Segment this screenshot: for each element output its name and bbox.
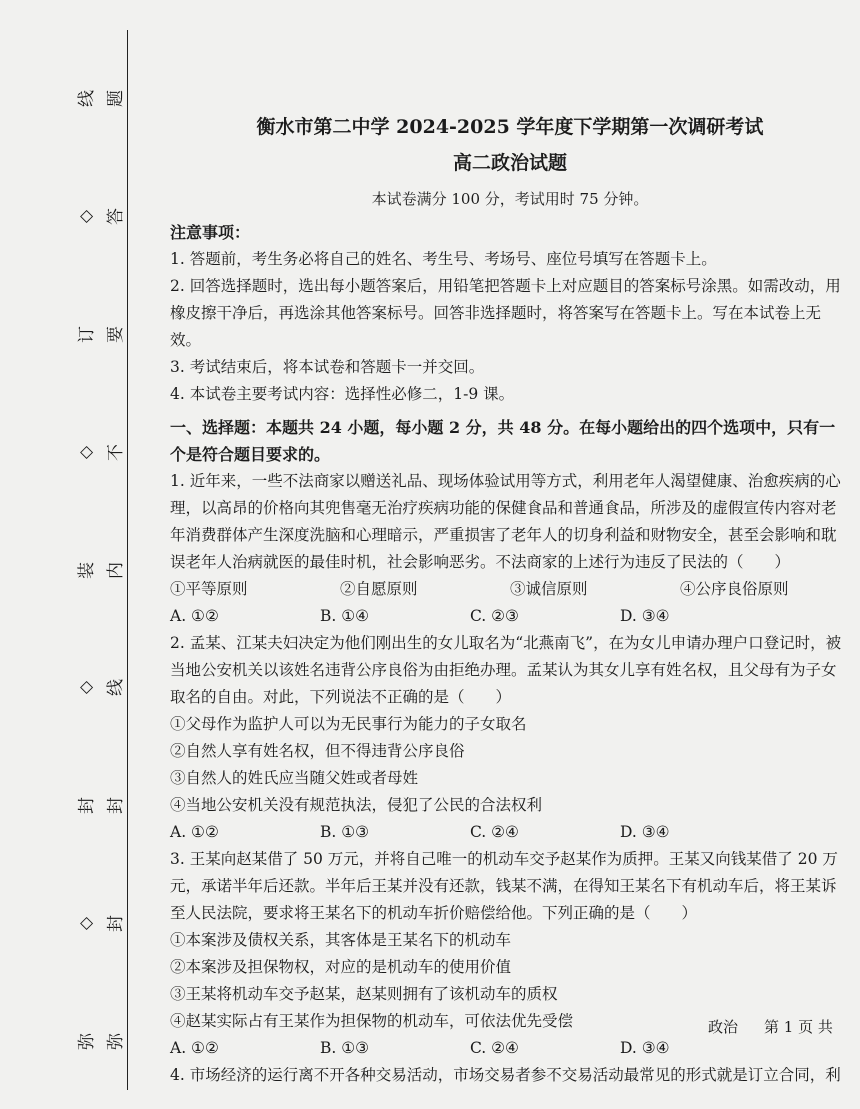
binding-char: 弥 (105, 1033, 126, 1050)
answer-choice: B. ①③ (320, 1039, 370, 1057)
score-line: 本试卷满分 100 分，考试用时 75 分钟。 (371, 190, 649, 208)
option: ①本案涉及债权关系，其客体是王某名下的机动车 (170, 931, 512, 949)
subject-title: 高二政治试题 (452, 152, 567, 174)
answer-choice: C. ②④ (470, 1039, 519, 1057)
footer-page-number: 第 1 页 共 (764, 1018, 833, 1036)
answer-choices (170, 603, 850, 630)
binding-char: ◇ (76, 209, 97, 223)
binding-char: 封 (105, 915, 126, 933)
question-stem: 4. 市场经济的运行离不开各种交易活动，市场交易者参不交易活动最常见的形式就是订立合同，利 (170, 1066, 841, 1084)
answer-choices (170, 819, 850, 846)
option: ③诚信原则 (510, 580, 588, 598)
binding-outer-column (72, 90, 102, 1050)
option: ③自然人的姓氏应当随父姓或者母姓 (170, 769, 419, 787)
binding-char: ◇ (76, 445, 97, 459)
note-item: 4. 本试卷主要考试内容：选择性必修二，1-9 课。 (170, 385, 515, 403)
binding-margin (0, 0, 140, 1109)
option: ④赵某实际占有王某作为担保物的机动车，可依法优先受偿 (170, 1012, 574, 1030)
answer-choice: D. ③④ (620, 1039, 670, 1057)
binding-char: 弥 (76, 1033, 97, 1050)
school-title: 衡水市第二中学 2024-2025 学年度下学期第一次调研考试 (256, 116, 764, 138)
binding-char: ◇ (76, 681, 97, 695)
answer-choice: C. ②③ (470, 607, 519, 625)
note-item: 3. 考试结束后，将本试卷和答题卡一并交回。 (170, 358, 485, 376)
binding-char: 订 (76, 325, 97, 343)
binding-char: 线 (105, 679, 126, 697)
answer-choice: C. ②④ (470, 823, 519, 841)
answer-choice: A. ①② (170, 823, 219, 841)
answer-choice: B. ①③ (320, 823, 370, 841)
note-item: 2. 回答选择题时，选出每小题答案后，用铅笔把答题卡上对应题目的答案标号涂黑。如需改动，用橡皮擦干净后，再选涂其他答案标号。回答非选择题时，将答案写在答题卡上。写在本试卷上无效。 (170, 277, 841, 349)
question-stem: 1. 近年来，一些不法商家以赠送礼品、现场体验试用等方式，利用老年人渴望健康、治愈疾病的心理，以高昂的价格向其兜售毫无治疗疾病功能的保健食品和普通食品，所涉及的虚假宣传内容对老年消费群体产生深度洗脑和心理暗示，严重损害了老年人的切身利益和财物安全，甚至会影响和耽误老年人治病就医的最佳时机，社会影响恶劣。不法商家的上述行为违反了民法的（ ） (170, 472, 841, 571)
option: ②本案涉及担保物权，对应的是机动车的使用价值 (170, 958, 512, 976)
binding-char: 封 (105, 797, 126, 815)
option: ④公序良俗原则 (680, 580, 789, 598)
binding-char: 装 (76, 561, 97, 579)
binding-char: 答 (105, 207, 126, 225)
binding-char: 内 (105, 561, 126, 579)
exam-content (170, 106, 850, 1096)
answer-choice: D. ③④ (620, 607, 670, 625)
answer-choice: B. ①④ (320, 607, 370, 625)
answer-choice: A. ①② (170, 1039, 219, 1057)
question-stem: 3. 王某向赵某借了 50 万元，并将自己唯一的机动车交予赵某作为质押。王某又向钱某借了 20 万元，承诺半年后还款。半年后王某并没有还款，钱某不满，在得知王某名下有机动车后，将王某诉至人民法院，要求将王某名下的机动车折价赔偿给他。下列正确的是（ ） (170, 850, 838, 922)
page-footer (708, 1016, 860, 1037)
footer-subject: 政治 (708, 1018, 739, 1036)
answer-choices (170, 1035, 850, 1062)
option: ①平等原则 (170, 580, 248, 598)
binding-char: 线 (76, 90, 97, 107)
binding-char: 封 (76, 797, 97, 815)
section-heading: 一、选择题：本题共 24 小题，每小题 2 分，共 48 分。在每小题给出的四个选项中，只有一个是符合题目要求的。 (170, 418, 836, 464)
note-item: 1. 答题前，考生务必将自己的姓名、考生号、考场号、座位号填写在答题卡上。 (170, 250, 717, 268)
notes-heading: 注意事项： (170, 223, 251, 242)
answer-choice: A. ①② (170, 607, 219, 625)
option: ④当地公安机关没有规范执法，侵犯了公民的合法权利 (170, 796, 543, 814)
option: ③王某将机动车交予赵某，赵某则拥有了该机动车的质权 (170, 985, 558, 1003)
question-options (170, 576, 850, 603)
binding-char: 要 (105, 325, 126, 343)
binding-line (127, 30, 128, 1090)
binding-char: ◇ (76, 917, 97, 931)
binding-char: 不 (105, 443, 126, 461)
answer-choice: D. ③④ (620, 823, 670, 841)
option: ①父母作为监护人可以为无民事行为能力的子女取名 (170, 715, 527, 733)
option: ②自然人享有姓名权，但不得违背公序良俗 (170, 742, 465, 760)
option: ②自愿原则 (340, 580, 418, 598)
binding-char: 题 (105, 90, 126, 107)
question-stem: 2. 孟某、江某夫妇决定为他们刚出生的女儿取名为“北燕南飞”，在为女儿申请办理户口登记时，被当地公安机关以该姓名违背公序良俗为由拒绝办理。孟某认为其女儿享有姓名权，且父母有为子女取名的自由。对此，下列说法不正确的是（ ） (170, 634, 842, 706)
